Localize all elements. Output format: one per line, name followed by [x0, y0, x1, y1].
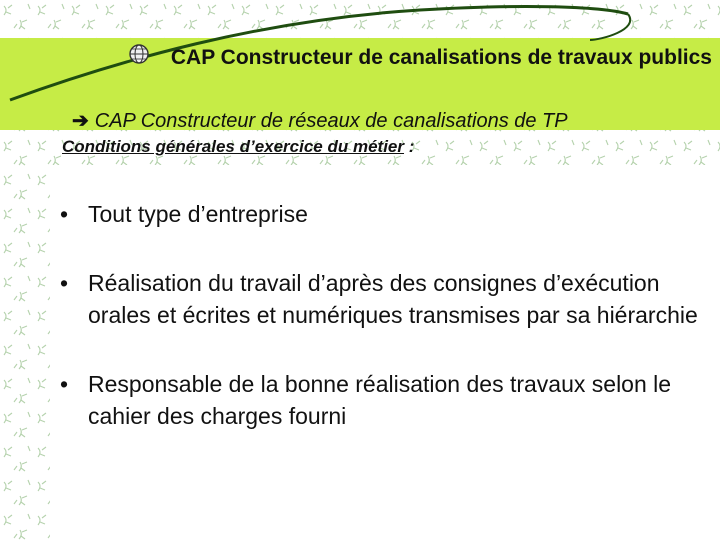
subtitle-text: CAP Constructeur de réseaux de canalisations de TP [94, 110, 568, 132]
bullet-marker: • [60, 201, 69, 227]
bullet-marker: • [60, 270, 69, 296]
bullet-marker: • [60, 371, 69, 397]
slide-title: CAP Constructeur de canalisations de travaux publics [170, 46, 712, 69]
section-heading-suffix: : [404, 137, 415, 156]
list-item-text: Réalisation du travail d’après des consignes d’exécution orales et écrites et numériques transmises par sa hiérarchie [88, 270, 698, 328]
section-heading-text: Conditions générales d’exercice du métier [62, 137, 405, 156]
section-heading [62, 135, 414, 159]
list-item-text: Responsable de la bonne réalisation des travaux selon le cahier des charges fourni [88, 371, 672, 429]
subtitle [72, 108, 568, 134]
globe-icon [128, 43, 150, 65]
list-item [60, 198, 710, 230]
right-arrow-icon: ➔ [72, 110, 89, 132]
list-item [60, 368, 710, 432]
list-item-text: Tout type d’entreprise [88, 201, 308, 227]
list-item [60, 267, 710, 331]
bullet-list [60, 198, 710, 469]
